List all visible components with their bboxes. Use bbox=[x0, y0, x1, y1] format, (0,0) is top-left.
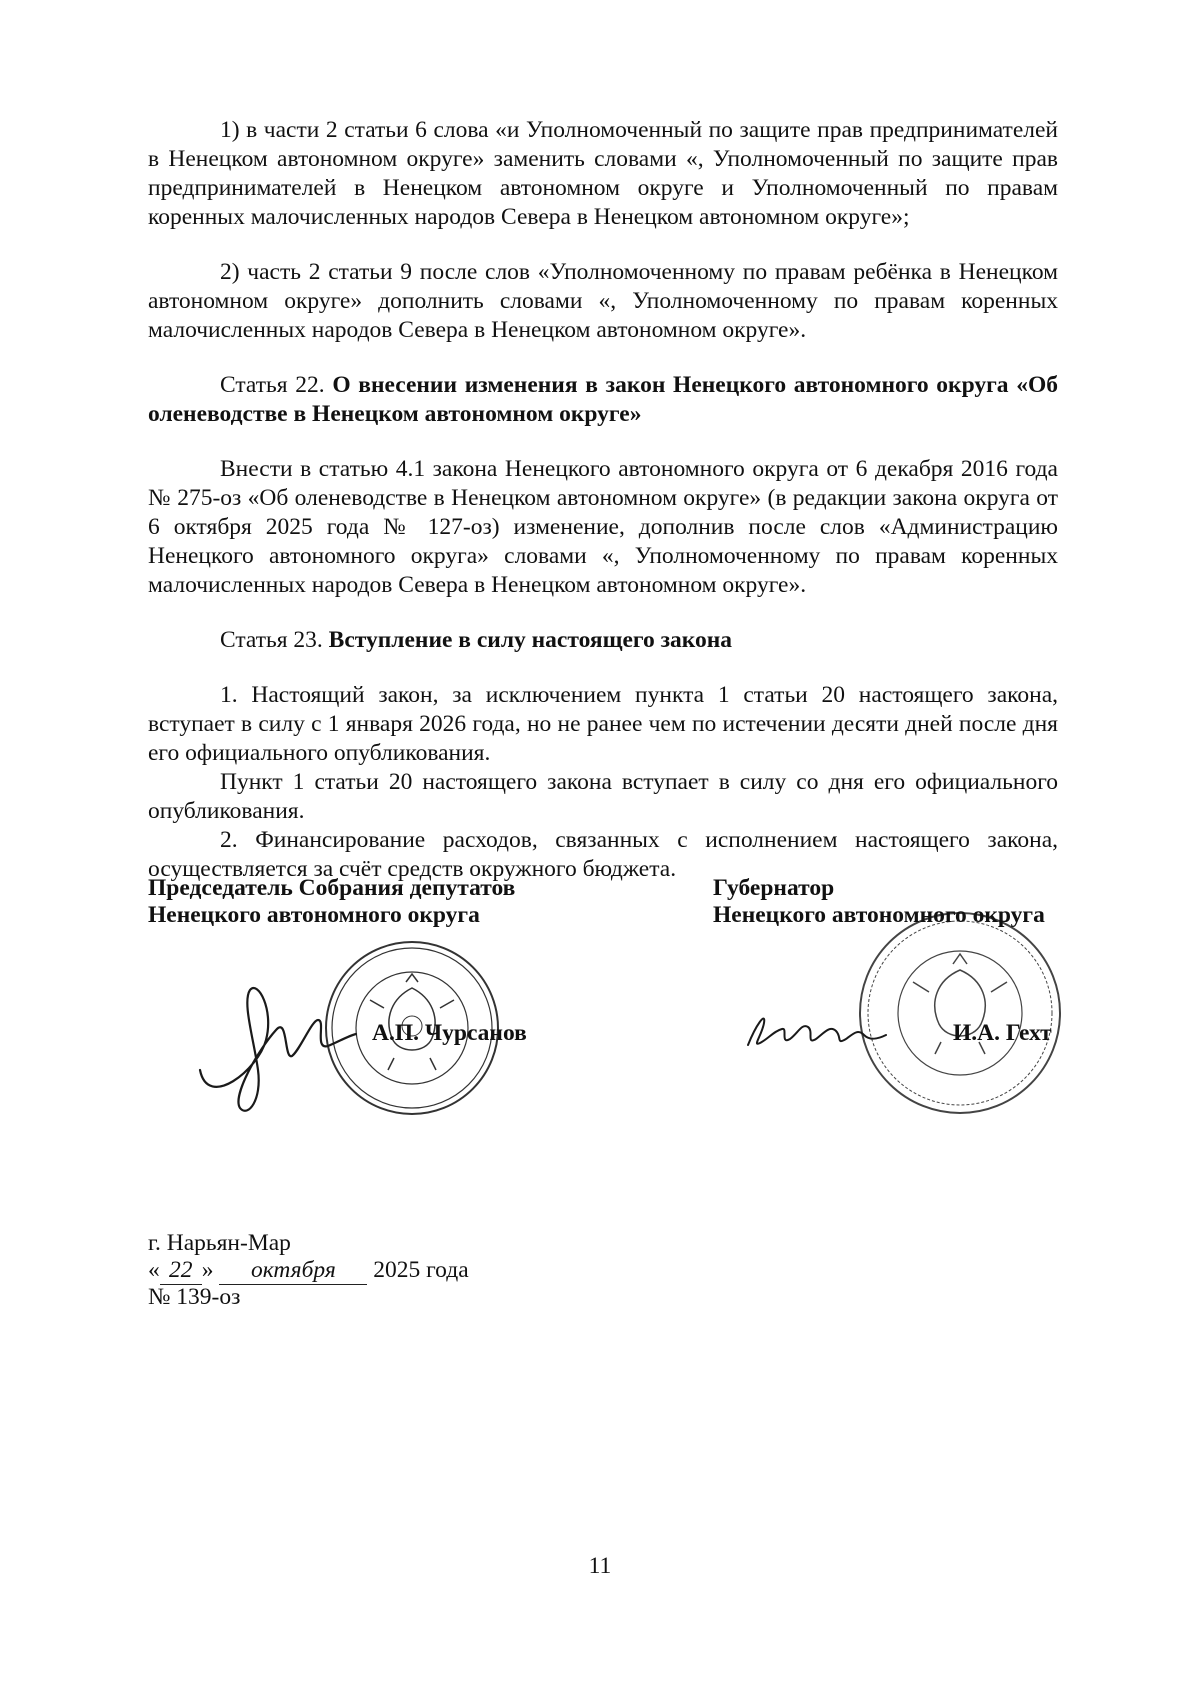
left-signature-block bbox=[148, 875, 515, 929]
date-day-handwritten: 22 bbox=[160, 1257, 202, 1285]
body-text bbox=[148, 116, 1058, 884]
article-23-title: Вступление в силу настоящего закона bbox=[328, 627, 733, 653]
date-open-quote: « bbox=[148, 1257, 160, 1283]
right-signatory-name: И.А. Гехт bbox=[953, 1020, 1052, 1046]
page-number: 11 bbox=[588, 1553, 612, 1579]
date-month-handwritten: октября bbox=[219, 1257, 367, 1285]
left-signatory-title-1: Председатель Собрания депутатов bbox=[148, 875, 516, 901]
paragraph-item-1: 1) в части 2 статьи 6 слова «и Уполномоченный по защите прав предпринимателей в Ненецком автономном округе» заменить словами «, Уполномоченный по защите прав предпринимателей в Ненецком автономном округе и Уполномоченный по правам коренных малочисленных народов Севера в Ненецком автономном округе»; bbox=[148, 117, 1058, 230]
article-22-title: О внесении изменения в закон Ненецкого автономного округа «Об оленеводстве в Ненецком автономном округе» bbox=[148, 372, 1058, 427]
left-signatory-title-2: Ненецкого автономного округа bbox=[148, 902, 480, 928]
right-signatory-title-2: Ненецкого автономного округа bbox=[713, 902, 1045, 928]
paragraph-article-22: Внести в статью 4.1 закона Ненецкого автономного округа от 6 декабря 2016 года № 275-оз «Об оленеводстве в Ненецком автономном округе» (в редакции закона округа от 6 октября 2025 года № 127-оз) изменение, дополнив после слов «Администрацию Ненецкого автономного округа» словами «, Уполномоченному по правам коренных малочисленных народов Севера в Ненецком автономном округе». bbox=[148, 456, 1058, 598]
paragraph-article-23-item-1: Пункт 1 статьи 20 настоящего закона вступает в силу со дня его официального опубликования. bbox=[148, 769, 1058, 824]
article-23-label: Статья 23. bbox=[220, 627, 329, 653]
place-of-signing: г. Нарьян-Мар bbox=[148, 1230, 291, 1256]
right-handwritten-signature bbox=[742, 1005, 892, 1055]
article-23-heading bbox=[148, 626, 1058, 655]
paragraph-article-23-part-2: 2. Финансирование расходов, связанных с исполнением настоящего закона, осуществляется за счёт средств окружного бюджета. bbox=[148, 827, 1058, 882]
article-22-heading bbox=[148, 371, 1058, 429]
paragraph-item-2: 2) часть 2 статьи 9 после слов «Уполномоченному по правам ребёнка в Ненецком автономном округе» дополнить словами «, Уполномоченному по правам коренных малочисленных народов Севера в Ненецком автономном округе». bbox=[148, 259, 1058, 343]
left-handwritten-signature bbox=[188, 950, 363, 1120]
date-close-quote: » bbox=[201, 1257, 214, 1283]
right-signature-block bbox=[713, 875, 1045, 929]
date-year: 2025 года bbox=[373, 1257, 469, 1283]
signing-date bbox=[148, 1257, 469, 1285]
right-signatory-title-1: Губернатор bbox=[713, 875, 835, 901]
left-signatory-name: А.П. Чурсанов bbox=[372, 1020, 527, 1046]
article-22-label: Статья 22. bbox=[220, 372, 333, 398]
paragraph-article-23-part-1: 1. Настоящий закон, за исключением пункта 1 статьи 20 настоящего закона, вступает в силу с 1 января 2026 года, но не ранее чем по истечении десяти дней после дня его официального опубликования. bbox=[148, 682, 1058, 766]
law-number: № 139-оз bbox=[148, 1284, 241, 1310]
